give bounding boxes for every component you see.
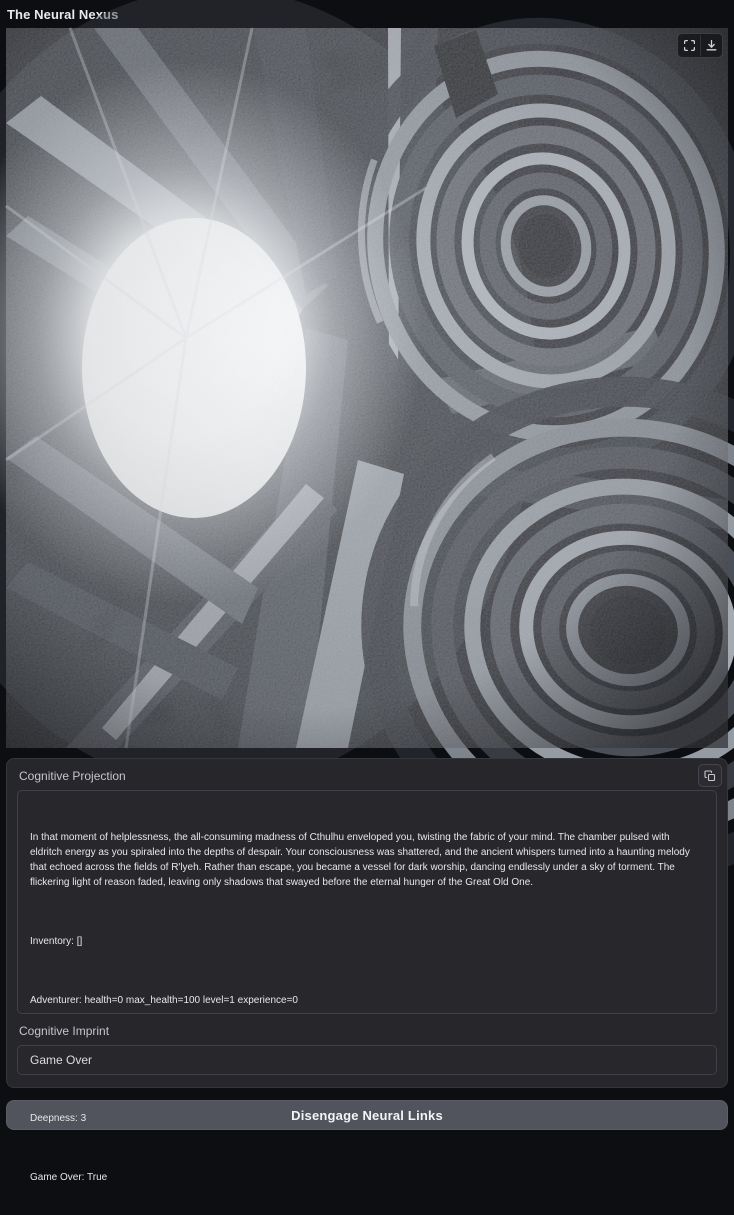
- game-over-line: Game Over: True: [30, 1172, 108, 1183]
- scene-image: [6, 28, 728, 748]
- output-label: Cognitive Projection: [19, 769, 126, 783]
- input-label: Cognitive Imprint: [19, 1024, 110, 1038]
- cognitive-imprint-input[interactable]: [17, 1045, 717, 1075]
- deepness-line: Deepness: 3: [30, 1113, 87, 1124]
- adventurer-line: Adventurer: health=0 max_health=100 level=1 experience=0: [30, 995, 298, 1006]
- download-icon[interactable]: [700, 35, 721, 56]
- copy-icon[interactable]: [698, 764, 722, 787]
- image-toolbar: [677, 33, 723, 58]
- inventory-line: Inventory: []: [30, 936, 83, 947]
- fullscreen-icon[interactable]: [679, 35, 700, 56]
- page-title: The Neural Nexus: [7, 7, 119, 22]
- disengage-button[interactable]: Disengage Neural Links: [6, 1100, 728, 1130]
- scene-artwork: [6, 28, 728, 748]
- narrative-text: In that moment of helplessness, the all-consuming madness of Cthulhu enveloped you, twisting the fabric of your mind. The chamber pulsed with eldritch energy as you spiraled into the depths of despair. Your consciousness was shattered, and the ancient whispers turned into a haunting melody that echoed across the fields of R'lyeh. Rather than escape, you became a vessel for dark worship, dancing endlessly under a sky of torment. The flickering light of reason faded, leaving only shadows that swayed before the eternal hunger of the Great Old One.: [30, 832, 693, 888]
